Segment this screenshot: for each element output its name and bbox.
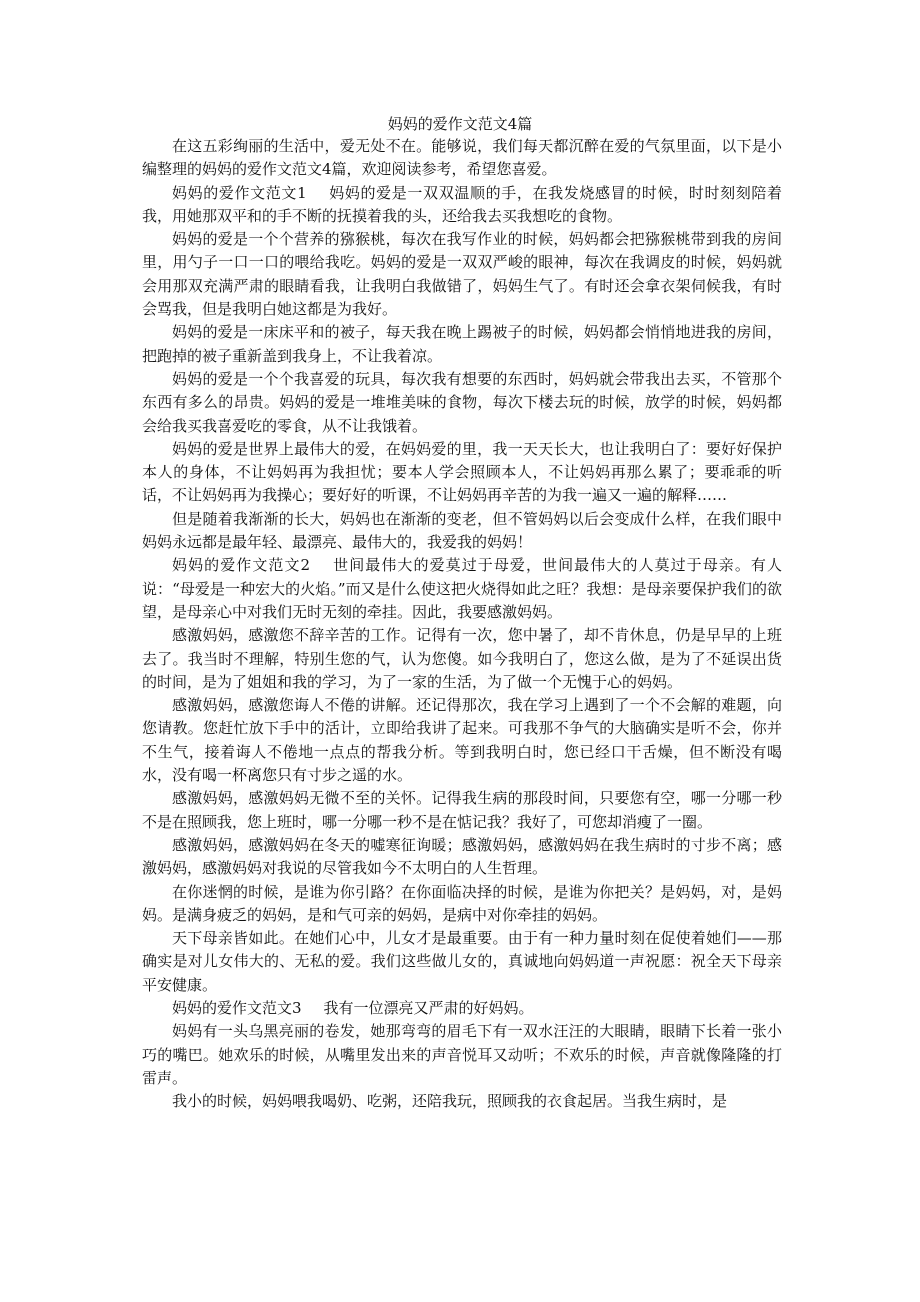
paragraph-text: 在你迷惘的时候，是谁为你引路？在你面临决择的时候，是谁为你把关？是妈妈，对，是妈妈。是满身疲乏的妈妈，是和气可亲的妈妈，是病中对你牵挂的妈妈。 <box>142 882 782 924</box>
paragraph-text: 妈妈有一头乌黑亮丽的卷发，她那弯弯的眉毛下有一双水汪汪的大眼睛，眼睛下长着一张小巧的嘴巴。她欢乐的时候，从嘴里发出来的声音悦耳又动听；不欢乐的时候，声音就像隆隆的打雷声。 <box>142 1022 782 1087</box>
section-heading: 妈妈的爱作文范文1 <box>172 183 307 202</box>
paragraph <box>142 135 782 182</box>
paragraph <box>142 1090 782 1113</box>
paragraph <box>142 927 782 997</box>
paragraph <box>142 694 782 787</box>
paragraph-text: 我小的时候，妈妈喂我喝奶、吃粥，还陪我玩，照顾我的衣食起居。当我生病时，是 <box>172 1092 728 1111</box>
paragraph <box>142 438 782 508</box>
paragraph-text: 在这五彩绚丽的生活中，爱无处不在。能够说，我们每天都沉醉在爱的气氛里面，以下是小编整理的妈妈的爱作文范文4篇，欢迎阅读参考，希望您喜爱。 <box>142 137 782 179</box>
paragraph-text: 感激妈妈，感激妈妈在冬天的嘘寒征询暖；感激妈妈，感激妈妈在我生病时的寸步不离；感激妈妈，感激妈妈对我说的尽管我如今不太明白的人生哲理。 <box>142 835 782 878</box>
paragraph <box>142 624 782 694</box>
paragraph <box>142 787 782 834</box>
paragraph <box>142 834 782 881</box>
paragraph <box>142 508 782 555</box>
paragraph-text: 感激妈妈，感激妈妈无微不至的关怀。记得我生病的那段时间，只要您有空，哪一分哪一秒不是在照顾我，您上班时，哪一分哪一秒不是在惦记我？我好了，可您却消瘦了一圈。 <box>142 789 782 831</box>
paragraph-text: 妈妈的爱是一个个我喜爱的玩具，每次我有想要的东西时，妈妈就会带我出去买，不管那个东西有多么的昂贵。妈妈的爱是一堆堆美味的食物，每次下楼去玩的时候，放学的时候，妈妈都会给我买我喜爱吃的零食，从不让我饿着。 <box>142 369 782 435</box>
paragraph-text: 妈妈的爱是一双双温顺的手，在我发烧感冒的时候，时时刻刻陪着我，用她那双平和的手不断的抚摸着我的头，还给我去买我想吃的食物。 <box>142 183 782 225</box>
paragraph-text: 妈妈的爱是世界上最伟大的爱，在妈妈爱的里，我一天天长大，也让我明白了：要好好保护本人的身体，不让妈妈再为我担忧；要本人学会照顾本人，不让妈妈再那么累了；要乖乖的听话，不让妈妈再为我操心；要好好的听课，不让妈妈再辛苦的为我一遍又一遍的解释…… <box>142 439 782 505</box>
paragraph-text: 天下母亲皆如此。在她们心中，儿女才是最重要。由于有一种力量时刻在促使着她们——那确实是对儿女伟大的、无私的爱。我们这些做儿女的，真诚地向妈妈道一声祝愿：祝全天下母亲平安健康。 <box>142 929 782 994</box>
paragraph <box>142 182 782 229</box>
paragraph-text: 世间最伟大的爱莫过于母爱，世间最伟大的人莫过于母亲。有人说：“母爱是一种宏大的火焰。”而又是什么使这把火烧得如此之旺？我想：是母亲要保护我们的欲望，是母亲心中对我们无时无刻的牵挂。因此，我要感激妈妈。 <box>142 556 782 621</box>
paragraph <box>142 554 782 624</box>
paragraph <box>142 1020 782 1090</box>
paragraph <box>142 997 782 1020</box>
paragraph-text: 但是随着我渐渐的长大，妈妈也在渐渐的变老，但不管妈妈以后会变成什么样，在我们眼中妈妈永远都是最年轻、最漂亮、最伟大的，我爱我的妈妈！ <box>142 509 782 552</box>
paragraph <box>142 881 782 928</box>
paragraph <box>142 321 782 368</box>
paragraph-text: 感激妈妈，感激您不辞辛苦的工作。记得有一次，您中暑了，却不肯休息，仍是早早的上班去了。我当时不理解，特别生您的气，认为您傻。如今我明白了，您这么做，是为了不延误出货的时间，是为了姐姐和我的学习，为了一家的生活，为了做一个无愧于心的妈妈。 <box>142 626 782 691</box>
paragraph-text: 我有一位漂亮又严肃的好妈妈。 <box>323 998 534 1017</box>
document-body <box>142 135 782 1113</box>
paragraph-text: 感激妈妈，感激您诲人不倦的讲解。还记得那次，我在学习上遇到了一个不会解的难题，向您请教。您赶忙放下手中的活计，立即给我讲了起来。可我那不争气的大脑确实是听不会，你并不生气，接着诲人不倦地一点点的帮我分析。等到我明白时，您已经口干舌燥，但不断没有喝水，没有喝一杯离您只有寸步之遥的水。 <box>142 696 782 785</box>
paragraph-text: 妈妈的爱是一个个营养的猕猴桃，每次在我写作业的时候，妈妈都会把猕猴桃带到我的房间里，用勺子一口一口的喂给我吃。妈妈的爱是一双双严峻的眼神，每次在我调皮的时候，妈妈就会用那双充满严肃的眼睛看我，让我明白我做错了，妈妈生气了。有时还会拿衣架伺候我，有时会骂我，但是我明白她这都是为我好。 <box>142 230 782 319</box>
paragraph <box>142 228 782 321</box>
paragraph-text: 妈妈的爱是一床床平和的被子，每天我在晚上踢被子的时候，妈妈都会悄悄地进我的房间，把跑掉的被子重新盖到我身上，不让我着凉。 <box>142 323 782 365</box>
document-title: 妈妈的爱作文范文4篇 <box>387 115 533 133</box>
paragraph <box>142 368 782 438</box>
section-heading: 妈妈的爱作文范文3 <box>172 998 302 1017</box>
section-heading: 妈妈的爱作文范文2 <box>172 556 311 575</box>
